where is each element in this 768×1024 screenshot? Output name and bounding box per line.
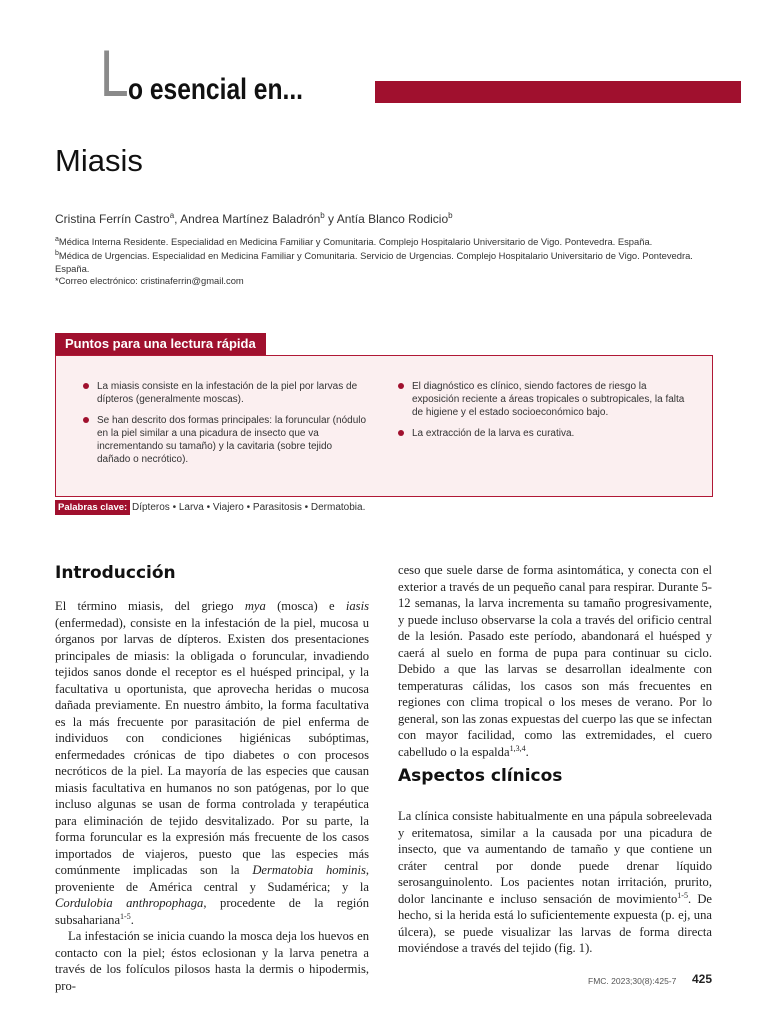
term-mya: mya <box>244 599 266 613</box>
continuation-paragraph <box>398 562 712 760</box>
term-iasis: iasis <box>345 599 369 613</box>
affiliation-a <box>55 233 695 248</box>
author-separator: , <box>174 212 181 226</box>
author-3-affil: b <box>448 211 453 220</box>
affiliation-a-marker: a <box>55 236 59 243</box>
text-run: La clínica consiste habitualmente en una pápula sobreelevada y eritematosa, similar a la causada por una picadura de insecto, que va aumentando de tamaño y que contiene un cráter central por donde puede drenar líquido serosanguinolento. Los pacientes notan irritación, prurito, dolor lancinante e incluso sensación de movimiento <box>398 809 712 906</box>
text-run: (enfermedad), consiste en la infestación de la piel, mucosa u órganos por larvas de dípteros. Existen dos presentaciones principales de miasis: la obligada o foruncular, invadiendo tejidos sanos donde el receptor es el huésped principal, y la facultativa u oportunista, que aprovecha heridas o mucosa dañada previamente. En nuestro ámbito, la forma facultativa es la más frecuente por parasitación de piel enferma de individuos con condiciones higiénicas subóptimas, enfermedades crónicas de tipo diabetes o con procesos necróticos de la piel. La mayoría de las especies que causan miasis facultativa en humanos no son patógenas, por lo que incluso algunas se usan de forma controlada y terapéutica para eliminación de tejido desvitalizado. Por su parte, la forma foruncular es la expresión más frecuente de los casos importados de viajeros, puesto que las especies más comúnmente implicadas son la <box>55 615 369 877</box>
text-run: (mosca) e <box>265 599 346 613</box>
author-separator: y <box>324 212 337 226</box>
article-title: Miasis <box>55 143 143 178</box>
text-run: . <box>130 912 134 927</box>
kicker-accent-bar <box>375 81 741 103</box>
affiliation-b <box>55 247 695 275</box>
author-3: Antía Blanco Rodicio <box>336 212 449 226</box>
clinical-column <box>398 808 712 957</box>
author-2: Andrea Martínez Baladrón <box>180 212 321 226</box>
intro-column <box>55 598 369 994</box>
quick-points-left <box>83 380 368 474</box>
quick-points-right <box>398 380 693 448</box>
affiliation-a-text: Médica Interna Residente. Especialidad en Medicina Familiar y Comunitaria. Complejo Hospitalario Universitario de Vigo. Pontevedra. España. <box>58 236 653 248</box>
affiliation-b-text: Médica de Urgencias. Especialidad en Medicina Familiar y Comunitaria. Servicio de Urgencias. Complejo Hospitalario Universitario de Vigo. Pontevedra. España. <box>55 250 693 275</box>
author-1-affil: a <box>169 211 175 220</box>
text-run: , procedente de la región subsahariana <box>55 896 369 927</box>
contact-email: *Correo electrónico: cristinaferrin@gmail.com <box>55 275 244 286</box>
quick-point: Se han descrito dos formas principales: la foruncular (nódulo en la piel similar a una picadura de insecto que va incrementando su tamaño) y la cavitaria (sobre tejido dañado o necrótico). <box>83 414 368 466</box>
keywords-text: Dípteros • Larva • Viajero • Parasitosis • Dermatobia. <box>132 502 366 513</box>
text-run: ceso que suele darse de forma asintomática, y conecta con el exterior a través de un pequeño canal para respirar. Durante 5-12 semanas, la larva incrementa su tamaño progresivamente, y puede incluso observarse la cola a través del orificio central de la lesión. Pasado este período, abandonará el huésped y caerá al suelo en forma de pupa para continuar su ciclo. Debido a que las larvas se desarrollan idealmente con temperaturas cálidas, los casos son más frecuentes en regiones con clima tropical o los meses de verano. Por lo general, son las zonas expuestas del cuerpo las que se infectan con mayor facilidad, como las extremidades, el cuero cabelludo o la espalda <box>398 563 712 759</box>
reference-marker: 1-5 <box>120 911 131 921</box>
page-number: 425 <box>692 972 713 986</box>
affiliation-b-marker: b <box>55 250 59 257</box>
species-dermatobia-hominis: Dermatobia hominis <box>252 863 366 877</box>
clinical-paragraph-1 <box>398 808 712 957</box>
quick-point: La extracción de la larva es curativa. <box>398 427 693 440</box>
quick-points-title: Puntos para una lectura rápida <box>55 333 266 355</box>
text-run: . De hecho, si la herida está lo suficientemente expuesta (p. ej, una úlcera), se puede visualizar las larvas de forma directa moviéndose a través del tejido (fig. 1). <box>398 891 712 955</box>
kicker-initial: L <box>100 36 129 110</box>
quick-point: El diagnóstico es clínico, siendo factores de riesgo la exposición reciente a áreas tropicales o subtropicales, la falta de higiene y el estado socioeconómico bajo. <box>398 380 693 419</box>
reference-marker: 1,3,4 <box>509 743 526 753</box>
text-run: . <box>525 744 529 759</box>
species-cordulobia: Cordulobia anthropophaga <box>55 896 204 910</box>
kicker-text: o esencial en... <box>128 73 304 106</box>
author-line <box>55 211 453 226</box>
section-heading-aspectos-clinicos: Aspectos clínicos <box>398 766 563 786</box>
reference-marker: 1-5 <box>677 890 688 900</box>
text-run: El término miasis, del griego <box>55 599 245 613</box>
section-kicker <box>100 36 740 110</box>
intro-paragraph-2: La infestación se inicia cuando la mosca deja los huevos en contacto con la piel; éstos eclosionan y la larva penetra a través de los folículos pilosos hasta la dermis o hipodermis, pro- <box>55 929 369 993</box>
right-column-continuation <box>398 562 712 760</box>
text-run: , proveniente de América central y Sudamérica; y la <box>55 863 369 894</box>
intro-paragraph-1 <box>55 598 369 928</box>
section-heading-introduccion: Introducción <box>55 563 176 583</box>
quick-point: La miasis consiste en la infestación de la piel por larvas de dípteros (generalmente moscas). <box>83 380 368 406</box>
keywords-label: Palabras clave: <box>55 500 130 515</box>
author-2-affil: b <box>320 211 325 220</box>
journal-citation: FMC. 2023;30(8):425-7 <box>588 976 677 986</box>
author-1: Cristina Ferrín Castro <box>55 212 170 226</box>
